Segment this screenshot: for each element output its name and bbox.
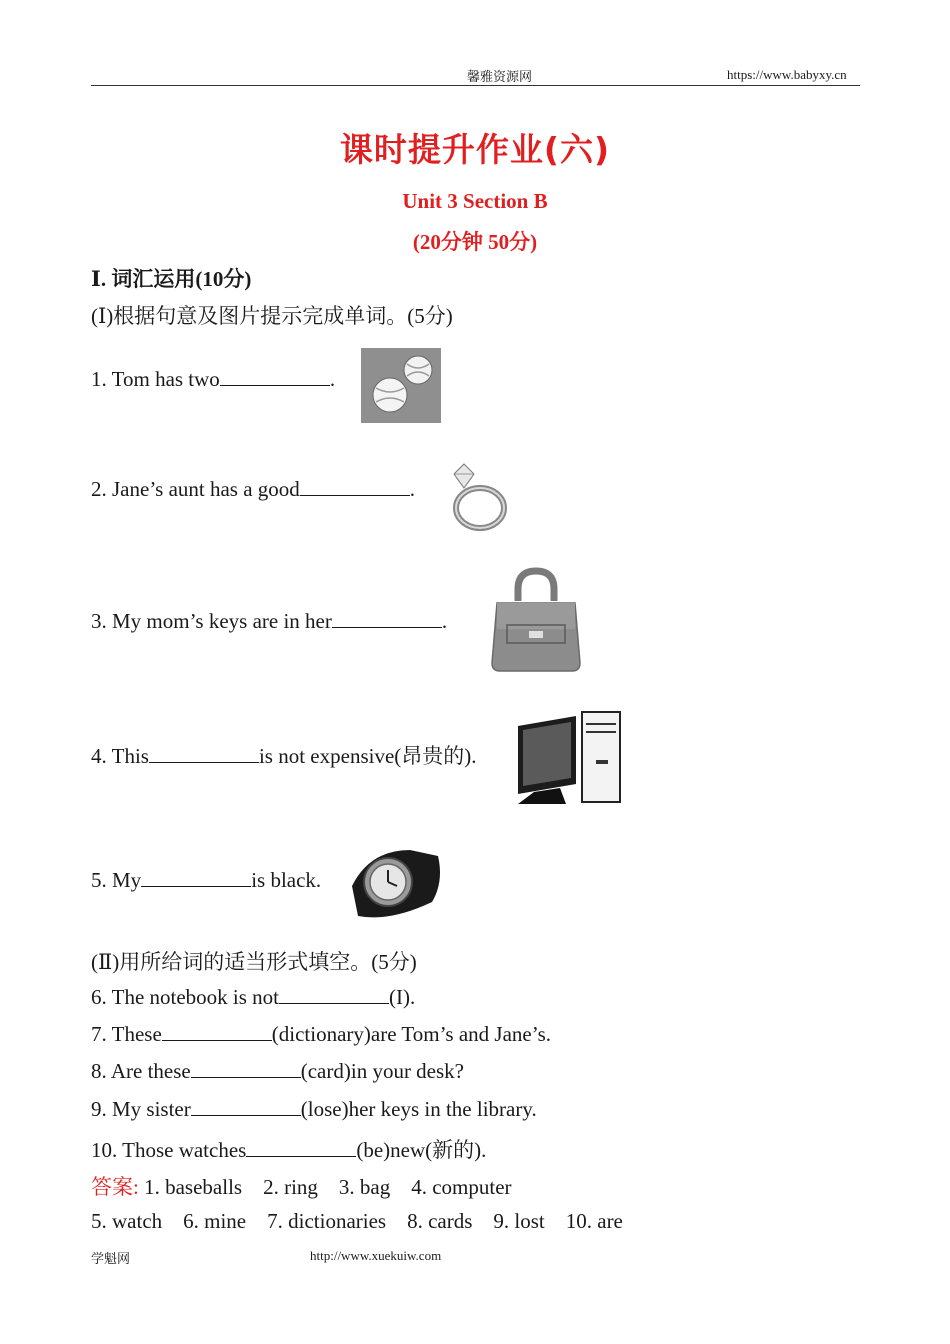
- question-6-tail: (I).: [389, 985, 416, 1009]
- answer-blank[interactable]: [220, 367, 330, 386]
- question-6: [91, 985, 415, 1010]
- question-2-text: 2. Jane’s aunt has a good: [91, 477, 300, 501]
- question-7-text: 7. These: [91, 1022, 162, 1046]
- question-4-text: 4. This: [91, 744, 149, 768]
- part1-instruction: (Ⅰ)根据句意及图片提示完成单词。(5分): [91, 304, 453, 328]
- question-9: [91, 1097, 537, 1122]
- question-7-tail: (dictionary)are Tom’s and Jane’s.: [271, 1022, 551, 1046]
- question-3-tail: .: [441, 609, 448, 633]
- computer-picture: [514, 710, 624, 806]
- header-url[interactable]: https://www.babyxy.cn: [727, 67, 847, 82]
- unit-subtitle: Unit 3 Section B: [402, 189, 548, 213]
- page-title: 课时提升作业(六): [339, 130, 611, 169]
- answers-line-2: 5. watch 6. mine 7. dictionaries 8. cards 9. lost 10. are: [91, 1209, 623, 1233]
- question-4: [91, 740, 477, 770]
- bag-picture: [491, 567, 581, 675]
- question-10-text: 10. Those watches: [91, 1138, 247, 1162]
- footer-url[interactable]: http://www.xuekuiw.com: [310, 1248, 442, 1263]
- answer-blank[interactable]: [246, 1138, 356, 1157]
- question-5-tail: is black.: [251, 868, 322, 892]
- question-2: [91, 477, 415, 502]
- question-9-text: 9. My sister: [91, 1097, 191, 1121]
- question-2-tail: .: [409, 477, 416, 501]
- question-10-tail: (be)new(新的).: [356, 1138, 487, 1162]
- question-8: [91, 1059, 464, 1084]
- answer-blank[interactable]: [191, 1059, 301, 1078]
- watch-picture: [350, 846, 442, 922]
- question-1: [91, 367, 335, 392]
- baseballs-picture: [361, 348, 441, 423]
- time-score: (20分钟 50分): [412, 230, 538, 254]
- section-heading: Ⅰ. 词汇运用(10分): [91, 267, 252, 291]
- question-3: [91, 609, 447, 634]
- question-3-text: 3. My mom’s keys are in her: [91, 609, 332, 633]
- answer-blank[interactable]: [300, 477, 410, 496]
- answers-text-1: 1. baseballs 2. ring 3. bag 4. computer: [144, 1175, 512, 1199]
- question-1-text: 1. Tom has two: [91, 367, 220, 391]
- question-8-tail: (card)in your desk?: [300, 1059, 464, 1083]
- answer-blank[interactable]: [141, 868, 251, 887]
- header-site-name: 馨雅资源网: [467, 69, 533, 84]
- question-7: [91, 1022, 551, 1047]
- question-10: [91, 1134, 486, 1164]
- question-8-text: 8. Are these: [91, 1059, 191, 1083]
- answer-blank[interactable]: [279, 985, 389, 1004]
- answers-line-1: [91, 1171, 512, 1201]
- footer-site-name: 学魁网: [91, 1251, 131, 1266]
- question-4-tail: is not expensive(昂贵的).: [258, 744, 477, 768]
- answer-blank[interactable]: [191, 1097, 301, 1116]
- answer-blank[interactable]: [162, 1022, 272, 1041]
- question-6-text: 6. The notebook is not: [91, 985, 280, 1009]
- answer-blank[interactable]: [332, 609, 442, 628]
- ring-picture: [446, 462, 510, 534]
- question-5-text: 5. My: [91, 868, 142, 892]
- question-5: [91, 868, 321, 893]
- answer-blank[interactable]: [149, 744, 259, 763]
- header-divider: [91, 85, 860, 86]
- question-1-tail: .: [329, 367, 336, 391]
- question-9-tail: (lose)her keys in the library.: [300, 1097, 537, 1121]
- answers-label: 答案:: [91, 1175, 139, 1199]
- part2-instruction: (Ⅱ)用所给词的适当形式填空。(5分): [91, 950, 417, 974]
